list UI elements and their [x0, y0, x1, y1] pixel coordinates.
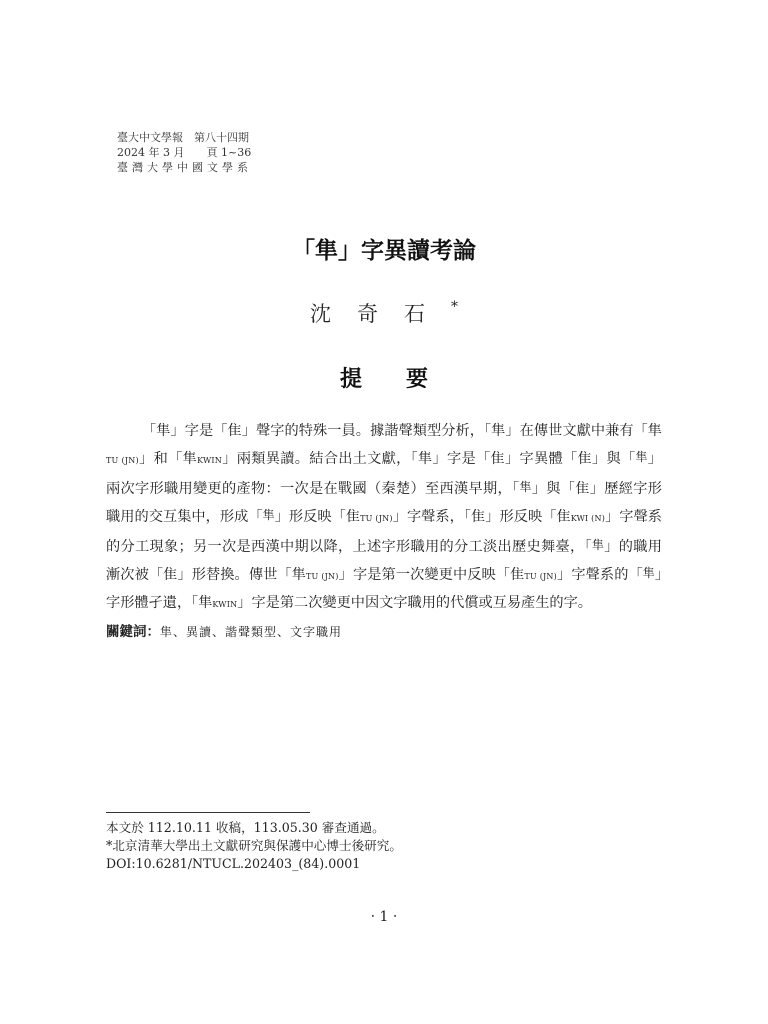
- footnote-affiliation: *北京清華大學出土文獻研究與保護中心博士後研究。: [106, 838, 402, 853]
- article-author: [0, 298, 768, 328]
- reading-subscript: TU (JN): [306, 572, 339, 581]
- journal-date-pages: 2024 年 3 月 頁 1~36: [117, 146, 252, 159]
- abstract-text: 」兩次字形職用變更的產物：一次是在戰國（秦楚）至西漢早期，「: [106, 451, 662, 497]
- abstract-text: 」字聲系的分工現象；另一次是西漢中期以降，上述字形職用的分工淡出歷史舞臺，「: [106, 509, 662, 555]
- footnote-divider: [106, 812, 310, 813]
- keywords-text: 隼、異讀、諧聲類型、文字職用: [160, 625, 343, 639]
- abstract-heading: 提要: [339, 366, 472, 392]
- reading-subscript: KWI (N): [570, 514, 606, 523]
- reading-subscript: TU (JN): [360, 514, 393, 523]
- abstract-text: 」兩類異讀。結合出土文獻，「隼」字是「隹」字異體「隹」與「: [221, 451, 636, 467]
- footnotes: [106, 819, 402, 873]
- abstract-text: 」字形體孑遺，「隼: [106, 567, 662, 611]
- abstract-text: 」字聲系的「: [556, 567, 643, 583]
- reading-subscript: TU (JN): [524, 572, 557, 581]
- reading-subscript: TU (JN): [106, 456, 139, 465]
- abstract-body: [106, 418, 662, 618]
- character-variant: 隼: [642, 566, 655, 580]
- footnote-doi: DOI:10.6281/NTUCL.202403_(84).0001: [106, 856, 361, 871]
- abstract-text: 」字是第二次變更中因文字職用的代償或互易產生的字。: [237, 595, 592, 611]
- keywords: [106, 620, 342, 640]
- character-variant: 隼: [519, 480, 532, 494]
- abstract-text: 「隼」字是「隹」聲字的特殊一員。據諧聲類型分析，「隼」在傳世文獻中兼有「隼: [142, 423, 662, 439]
- journal-publisher: 臺灣大學中國文學系: [117, 161, 252, 174]
- reading-subscript: KWIN: [197, 456, 222, 465]
- abstract-text: 」字聲系，「隹」形反映「隹: [392, 509, 571, 525]
- footnote-received: 本文於 112.10.11 收稿，113.05.30 審查通過。: [106, 820, 385, 835]
- character-variant: 隼: [635, 450, 648, 464]
- reading-subscript: KWIN: [212, 600, 238, 609]
- keywords-label: 關鍵詞：: [106, 624, 160, 640]
- journal-name-issue: 臺大中文學報 第八十四期: [117, 131, 249, 144]
- abstract-text: 」的職用漸次被「隹」形替換。傳世「隼: [106, 539, 662, 583]
- article-title: 「隼」字異讀考論: [292, 237, 476, 264]
- abstract-text: 」和「隼: [138, 451, 198, 467]
- author-footnote-mark: *: [451, 299, 458, 315]
- author-name: 沈奇石: [310, 302, 451, 326]
- abstract-text: 」字是第一次變更中反映「隹: [338, 567, 525, 583]
- abstract-text: 」與「隹」歷經字形職用的交互集中，形成「: [106, 481, 662, 525]
- journal-header: [117, 130, 252, 175]
- abstract-paragraph: [106, 418, 662, 618]
- character-variant: 隼: [262, 508, 275, 522]
- character-variant: 隼: [591, 538, 605, 552]
- page-number: ‧ 1 ‧: [370, 909, 398, 925]
- abstract-text: 」形反映「隹: [274, 509, 361, 525]
